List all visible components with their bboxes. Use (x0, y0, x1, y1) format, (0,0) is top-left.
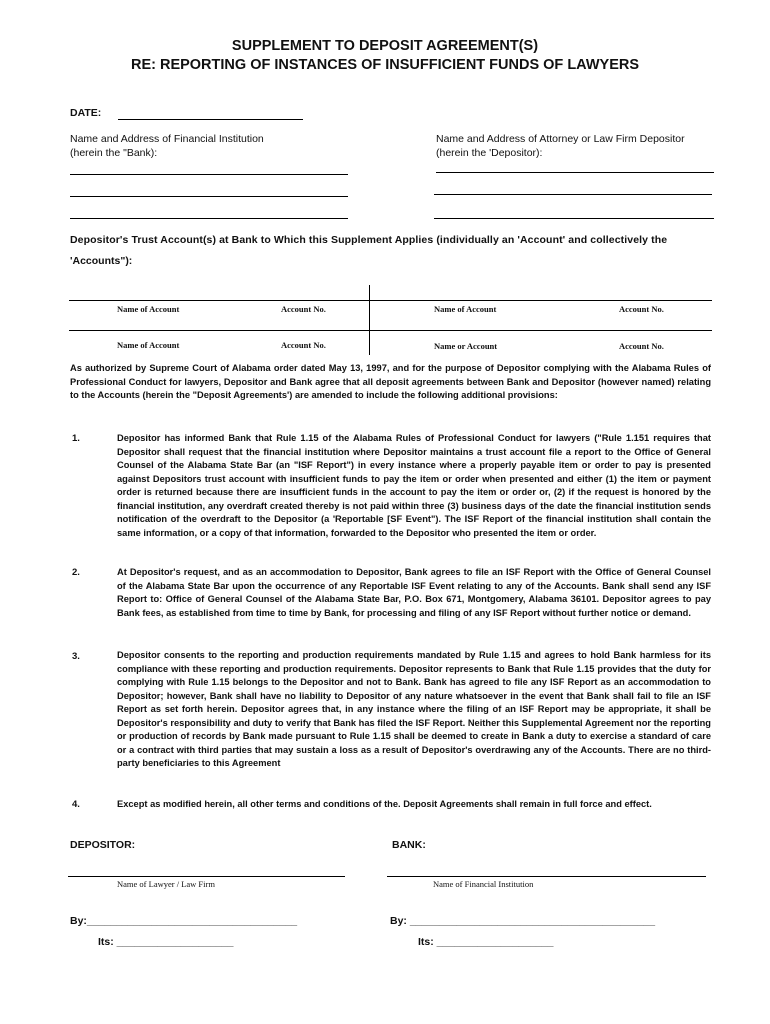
depositor-its-field[interactable]: Its: ____________________ (98, 936, 234, 948)
bank-address-line-1[interactable] (70, 174, 348, 175)
bank-by-field[interactable]: By: __________________________________________ (390, 915, 656, 927)
item-2-text: At Depositor's request, and as an accommodation to Depositor, Bank agrees to file an ISF Report with the Office of General Counsel of the Alabama State Bar upon the occurrence of any Reportable ISF Event relating to any of the Accounts. Bank shall send any ISF Report to: Office of General Counsel of the Alabama State Bar, P.O. Box 671, Montgomery, Alabama 36101. Depositor agrees to pay Bank fees, as established from time to time by Bank, for processing and filing of any ISF Report without further notice or demand. (117, 567, 711, 618)
bank-herein-label: (herein the "Bank): (70, 147, 158, 159)
depositor-address-line-2[interactable] (434, 194, 712, 195)
account-row-1-line[interactable] (69, 300, 712, 301)
bank-signature-label: BANK: (392, 839, 426, 851)
item-1-number: 1. (72, 433, 80, 444)
depositor-herein-label: (herein the 'Depositor): (436, 147, 543, 159)
bank-name-caption: Name of Financial Institution (433, 879, 534, 889)
bank-address-line-3[interactable] (70, 218, 348, 219)
item-4-text: Except as modified herein, all other terms and conditions of the. Deposit Agreements shall remain in full force and effect. (117, 799, 652, 809)
depositor-address-line-1[interactable] (436, 172, 714, 173)
item-1-text: Depositor has informed Bank that Rule 1.15 of the Alabama Rules of Professional Conduct for lawyers ("Rule 1.151 requires that Depositor shall request that the financial institution where Depositor maintains a trust account file a report to the Office of General Counsel of the Alabama State Bar (an "ISF Report") in every instance where a properly payable item or order to pay is presented against Depositors trust account with insufficient funds to pay the item or order when presented and either (1) the item or payment order is returned because there are insufficient funds in the account to pay the item or order or, (2) if the request is honored by the financial institution, any overdraft created thereby is not paid within three (3) business days of the date the financial institution sends notification of the overdraft to the Depositor (a 'Reportable [SF Event"). The ISF Report of the financial institution shall contain the same information, or a copy of that information, forwarded to the Depositor who presented the item or order. (117, 433, 711, 538)
item-4-number: 4. (72, 799, 80, 810)
trust-accounts-label: Depositor's Trust Account(s) at Bank to Which this Supplement Applies (individually an 'Account' and collectively the (70, 234, 668, 246)
trust-accounts-label-cont: 'Accounts"): (70, 255, 133, 267)
date-label: DATE: (70, 107, 102, 119)
depositor-signature-label: DEPOSITOR: (70, 839, 136, 851)
account-no-4: Account No. (619, 341, 664, 351)
bank-name-line[interactable] (387, 876, 706, 877)
depositor-by-field[interactable]: By:____________________________________ (70, 915, 298, 927)
document-title-line2: RE: REPORTING OF INSTANCES OF INSUFFICIENT FUNDS OF LAWYERS (130, 57, 640, 73)
account-name-2: Name of Account (434, 304, 497, 314)
depositor-name-label: Name and Address of Attorney or Law Firm Depositor (436, 133, 685, 145)
date-field[interactable] (118, 119, 303, 120)
bank-name-label: Name and Address of Financial Institution (70, 133, 264, 145)
account-name-3: Name of Account (117, 340, 180, 350)
depositor-address-line-3[interactable] (434, 218, 714, 219)
document-title-line1: SUPPLEMENT TO DEPOSIT AGREEMENT(S) (231, 38, 539, 54)
depositor-name-line[interactable] (68, 876, 345, 877)
account-no-3: Account No. (281, 340, 326, 350)
account-row-2-line[interactable] (69, 330, 712, 331)
item-3-number: 3. (72, 651, 80, 662)
account-table-divider (369, 285, 370, 355)
intro-paragraph: As authorized by Supreme Court of Alabama order dated May 13, 1997, and for the purpose of Depositor complying with the Alabama Rules of Professional Conduct for lawyers, Depositor and Bank agree that all deposit agreements between Bank and Depositor (however named) relating to the Accounts (herein the "Deposit Agreements') are amended to include the following additional provisions: (70, 363, 711, 400)
account-no-2: Account No. (619, 304, 664, 314)
item-3-text: Depositor consents to the reporting and production requirements mandated by Rule 1.15 and agrees to hold Bank harmless for its compliance with these reporting and production requirements. Depositor represents to Bank that Rule 1.15 provides that the duty for complying with Rule 1.15 belongs to the Depositor and not to Bank. Bank has agreed to file any ISF Report as an accommodation to Depositor; however, Bank shall have no liability to Depositor of any nature whatsoever in the event that Bank shall fail to file an ISF Report as set forth herein. Depositor agrees that, in any instance where the filing of an ISF Report may be appropriate, it shall be Depositor's responsibility and duty to verify that Bank has filed the ISF Report. Neither this Supplemental Agreement nor the reporting or production of records by Bank made pursuant to Rule 1.15 shall be deemed to create in Bank a duty to exercise a standard of care or a contract with third parties that may sustain a loss as a result of Depositor's overdrawing any of the Accounts. There are no third-party beneficiaries to this Agreement (117, 650, 711, 768)
account-no-1: Account No. (281, 304, 326, 314)
item-2-number: 2. (72, 567, 80, 578)
depositor-name-caption: Name of Lawyer / Law Firm (117, 879, 215, 889)
bank-its-field[interactable]: Its: ____________________ (418, 936, 554, 948)
bank-address-line-2[interactable] (70, 196, 348, 197)
account-name-1: Name of Account (117, 304, 180, 314)
account-name-4: Name or Account (434, 341, 498, 351)
